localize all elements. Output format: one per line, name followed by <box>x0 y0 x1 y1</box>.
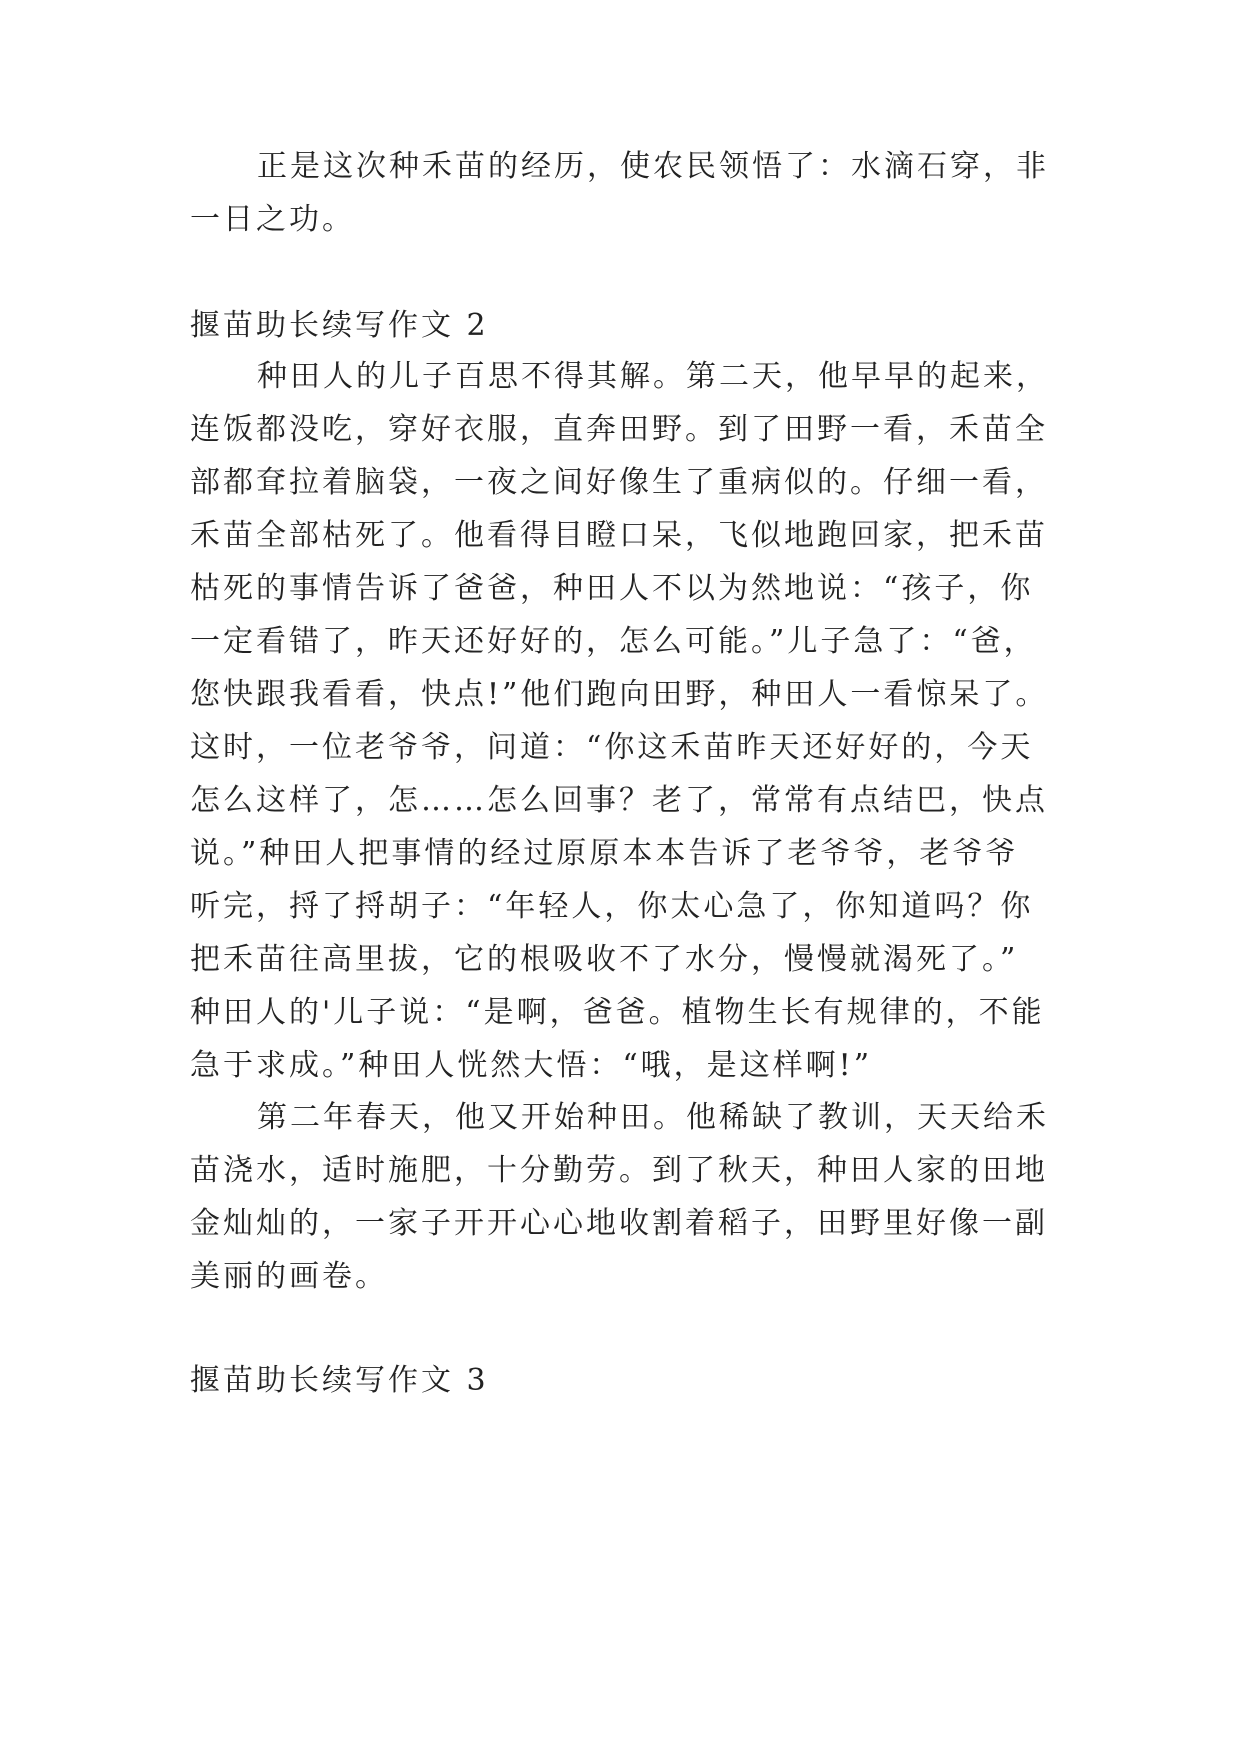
paragraph-line: 您快跟我看看，快点!”他们跑向田野，种田人一看惊呆了。 <box>190 677 1049 712</box>
paragraph-line: 种田人的儿子百思不得其解。第二天，他早早的起来， <box>257 359 1049 394</box>
paragraph-line: 金灿灿的，一家子开开心心地收割着稻子，田野里好像一副 <box>190 1206 1048 1241</box>
paragraph-line: 种田人的'儿子说：“是啊，爸爸。植物生长有规律的，不能 <box>190 995 1045 1030</box>
paragraph-line: 一定看错了，昨天还好好的，怎么可能。”儿子急了：“爸， <box>190 624 1037 659</box>
paragraph-line: 急于求成。”种田人恍然大悟：“哦，是这样啊!” <box>190 1048 873 1083</box>
paragraph-line: 苗浇水，适时施肥，十分勤劳。到了秋天，种田人家的田地 <box>190 1153 1048 1188</box>
paragraph-line: 听完，捋了捋胡子：“年轻人，你太心急了，你知道吗？你 <box>190 889 1034 924</box>
paragraph-line: 美丽的画卷。 <box>190 1259 388 1294</box>
paragraph-line: 第二年春天，他又开始种田。他稀缺了教训，天天给禾 <box>257 1100 1049 1135</box>
intro-paragraph-line-1: 正是这次种禾苗的经历，使农民领悟了：水滴石穿，非 <box>257 149 1049 184</box>
paragraph-line: 把禾苗往高里拔，它的根吸收不了水分，慢慢就渴死了。” <box>190 942 1019 977</box>
paragraph-line: 说。”种田人把事情的经过原原本本告诉了老爷爷，老爷爷 <box>190 836 1019 871</box>
paragraph-line: 部都耷拉着脑袋，一夜之间好像生了重病似的。仔细一看， <box>190 465 1048 500</box>
paragraph-line: 这时，一位老爷爷，问道：“你这禾苗昨天还好好的，今天 <box>190 730 1034 765</box>
paragraph-line: 枯死的事情告诉了爸爸，种田人不以为然地说：“孩子，你 <box>190 571 1034 606</box>
intro-paragraph-line-2: 一日之功。 <box>190 202 355 237</box>
paragraph-line: 连饭都没吃，穿好衣服，直奔田野。到了田野一看，禾苗全 <box>190 412 1048 447</box>
section-3-heading: 揠苗助长续写作文 3 <box>190 1363 489 1398</box>
paragraph-line: 禾苗全部枯死了。他看得目瞪口呆，飞似地跑回家，把禾苗 <box>190 518 1048 553</box>
paragraph-line: 怎么这样了，怎……怎么回事？老了，常常有点结巴，快点 <box>190 783 1048 818</box>
section-2-heading: 揠苗助长续写作文 2 <box>190 308 489 343</box>
